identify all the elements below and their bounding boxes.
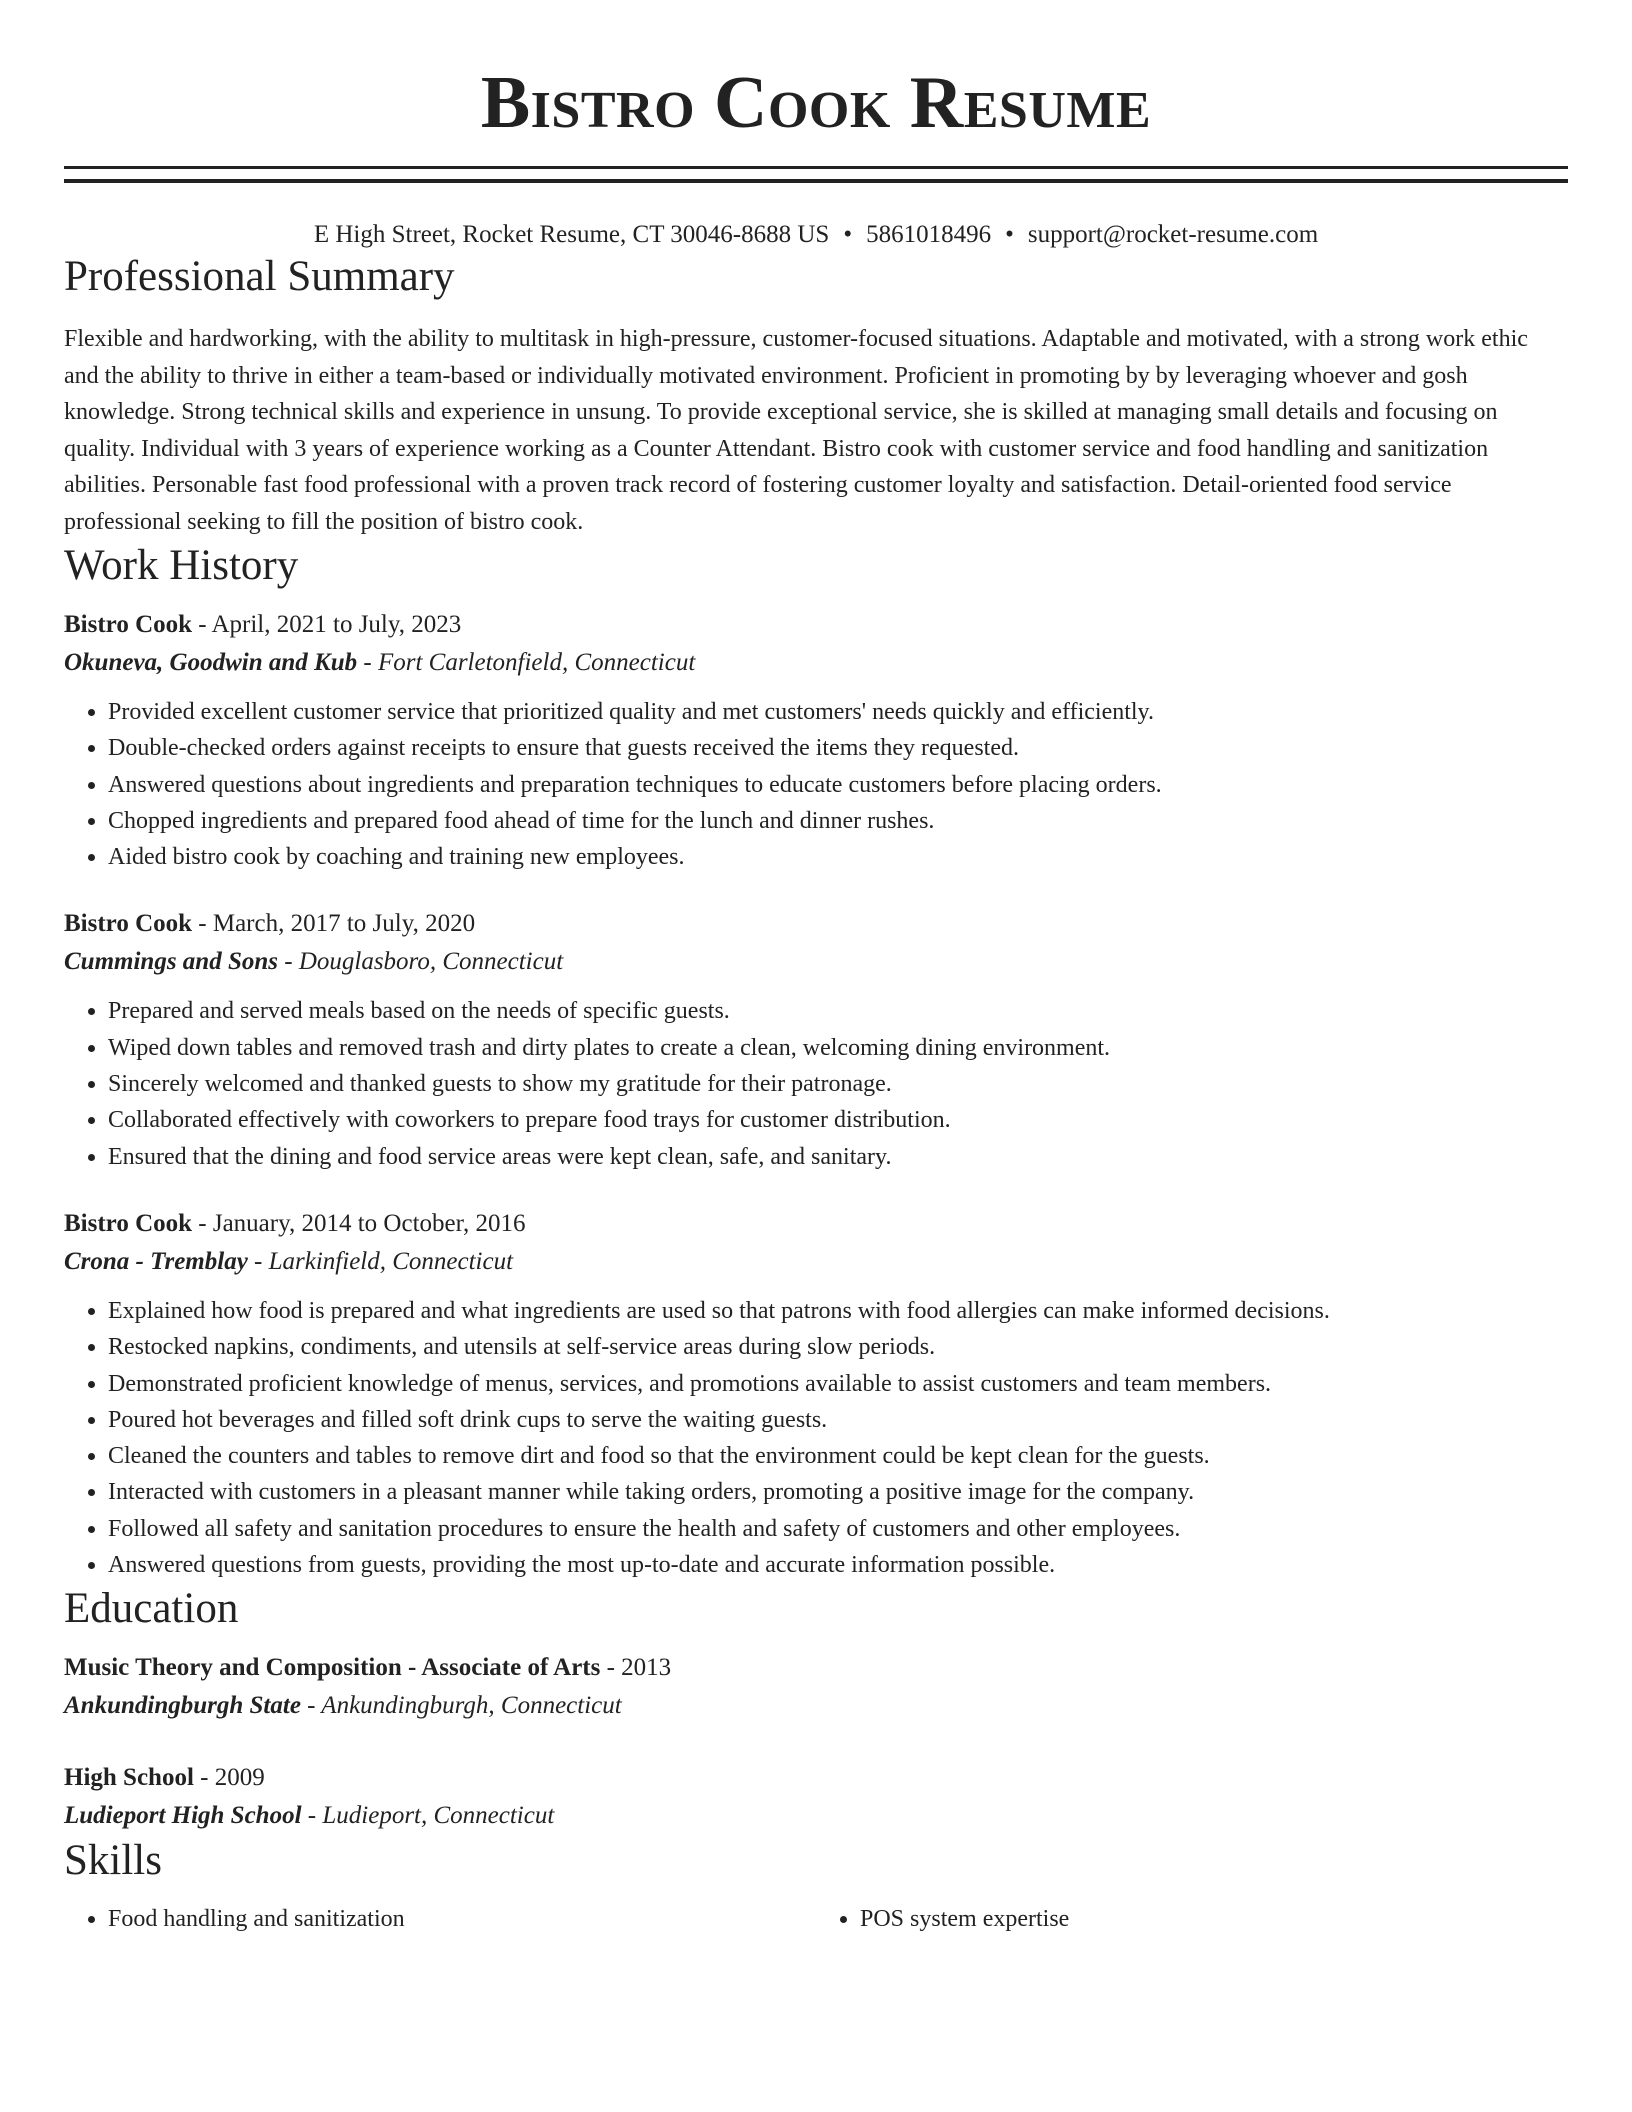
contact-line bbox=[64, 219, 1568, 251]
education-school: Ludieport High School bbox=[64, 1802, 302, 1830]
contact-separator: • bbox=[843, 221, 853, 248]
contact-address: E High Street, Rocket Resume, CT 30046-8688 US bbox=[313, 221, 830, 248]
education-location: - Ankundingburgh, Connecticut bbox=[300, 1692, 622, 1720]
job-dates: - January, 2014 to October, 2016 bbox=[192, 1209, 526, 1237]
skills-heading: Skills bbox=[64, 1837, 162, 1885]
job-company: Okuneva, Goodwin and Kub bbox=[64, 649, 358, 676]
contact-separator: • bbox=[1005, 221, 1014, 248]
job-duty: • Aided bistro cook by coaching and training new employees. bbox=[108, 839, 1568, 875]
job-dates: - April, 2021 to July, 2023 bbox=[192, 611, 462, 638]
job-duties bbox=[64, 1293, 1568, 1583]
contact-phone[interactable]: 5861018496 bbox=[866, 221, 992, 248]
job-dates: - March, 2017 to July, 2020 bbox=[192, 910, 476, 938]
education-year: - 2009 bbox=[193, 1764, 265, 1792]
job-duty: • Sincerely welcomed and thanked guests to show my gratitude for their patronage. bbox=[108, 1066, 1568, 1102]
job-duty: • Double-checked orders against receipts to ensure that guests received the items they requested. bbox=[108, 730, 1568, 766]
job-duty: • Interacted with customers in a pleasant manner while taking orders, promoting a positive image for the company. bbox=[108, 1474, 1568, 1510]
resume-title: Bistro Cook Resume bbox=[480, 62, 1152, 144]
education-school-line bbox=[64, 1797, 1568, 1835]
work-history-heading: Work History bbox=[64, 542, 299, 589]
job-duty: • Answered questions from guests, providing the most up-to-date and accurate information possible. bbox=[108, 1547, 1568, 1583]
job-company-line bbox=[64, 1243, 1568, 1281]
education-location: - Ludieport, Connecticut bbox=[301, 1802, 555, 1830]
summary-heading: Professional Summary bbox=[64, 253, 455, 300]
job-duty: • Provided excellent customer service that prioritized quality and met customers' needs quickly and efficiently. bbox=[108, 694, 1568, 730]
skill-item: • POS system expertise bbox=[860, 1901, 1568, 1937]
job-duty: • Restocked napkins, condiments, and utensils at self-service areas during slow periods. bbox=[108, 1329, 1568, 1365]
title-divider bbox=[64, 166, 1568, 183]
skills-column-left bbox=[64, 1901, 816, 1937]
job-title: Bistro Cook bbox=[64, 1209, 193, 1237]
education-degree-line bbox=[64, 1759, 1568, 1797]
education-degree-line bbox=[64, 1649, 1568, 1687]
job-duty: • Collaborated effectively with coworkers to prepare food trays for customer distribution. bbox=[108, 1102, 1568, 1138]
job-title: Bistro Cook bbox=[64, 611, 193, 638]
education-school: Ankundingburgh State bbox=[64, 1692, 301, 1720]
job-duty: • Chopped ingredients and prepared food ahead of time for the lunch and dinner rushes. bbox=[108, 803, 1568, 839]
job-company: Crona - Tremblay bbox=[64, 1247, 248, 1275]
job-entry bbox=[64, 905, 1568, 1174]
skills-column-right bbox=[816, 1901, 1568, 1937]
education-school-line bbox=[64, 1687, 1568, 1725]
job-location: - Larkinfield, Connecticut bbox=[247, 1247, 514, 1275]
job-duties bbox=[64, 993, 1568, 1174]
job-entry bbox=[64, 606, 1568, 875]
contact-email[interactable]: support@rocket-resume.com bbox=[1027, 221, 1319, 248]
job-duty: • Explained how food is prepared and what ingredients are used so that patrons with food allergies can make informed decisions. bbox=[108, 1293, 1568, 1329]
job-duty: • Prepared and served meals based on the needs of specific guests. bbox=[108, 993, 1568, 1029]
education-entry bbox=[64, 1649, 1568, 1725]
education-year: - 2013 bbox=[600, 1654, 672, 1682]
job-duty: • Answered questions about ingredients and preparation techniques to educate customers before placing orders. bbox=[108, 767, 1568, 803]
skills-list bbox=[64, 1901, 1568, 1937]
job-title-line bbox=[64, 1205, 1568, 1243]
job-company-line bbox=[64, 644, 1568, 682]
job-duty: • Ensured that the dining and food service areas were kept clean, safe, and sanitary. bbox=[108, 1139, 1568, 1175]
job-duties bbox=[64, 694, 1568, 875]
job-company-line bbox=[64, 943, 1568, 981]
job-location: - Douglasboro, Connecticut bbox=[278, 948, 564, 976]
job-location: - Fort Carletonfield, Connecticut bbox=[357, 649, 696, 676]
education-degree: High School bbox=[64, 1764, 194, 1792]
job-title-line bbox=[64, 905, 1568, 943]
job-duty: • Poured hot beverages and filled soft drink cups to serve the waiting guests. bbox=[108, 1402, 1568, 1438]
summary-text: Flexible and hardworking, with the ability to multitask in high-pressure, customer-focused situations. Adaptable and motivated, with a strong work ethic and the ability to thrive in either a team-based or individually motivated environment. Proficient in promoting by by leveraging whoever and gosh knowledge. Strong technical skills and experience in unsung. To provide exceptional service, she is skilled at managing small details and focusing on quality. Individual with 3 years of experience working as a Counter Attendant. Bistro cook with customer service and food handling and sanitization abilities. Personable fast food professional with a proven track record of fostering customer loyalty and satisfaction. Detail-oriented food service professional seeking to fill the position of bistro cook. bbox=[64, 326, 1528, 535]
job-duty: • Followed all safety and sanitation procedures to ensure the health and safety of customers and other employees. bbox=[108, 1511, 1568, 1547]
job-duty: • Demonstrated proficient knowledge of menus, services, and promotions available to assist customers and team members. bbox=[108, 1366, 1568, 1402]
job-title-line bbox=[64, 606, 1568, 644]
job-duty: • Wiped down tables and removed trash and dirty plates to create a clean, welcoming dining environment. bbox=[108, 1030, 1568, 1066]
skill-item: • Food handling and sanitization bbox=[108, 1901, 816, 1937]
education-degree: Music Theory and Composition - Associate of Arts bbox=[64, 1654, 601, 1682]
education-heading: Education bbox=[64, 1585, 239, 1633]
education-entry bbox=[64, 1759, 1568, 1835]
job-duty: • Cleaned the counters and tables to remove dirt and food so that the environment could be kept clean for the guests. bbox=[108, 1438, 1568, 1474]
job-title: Bistro Cook bbox=[64, 910, 193, 938]
job-company: Cummings and Sons bbox=[64, 948, 278, 976]
job-entry bbox=[64, 1205, 1568, 1583]
